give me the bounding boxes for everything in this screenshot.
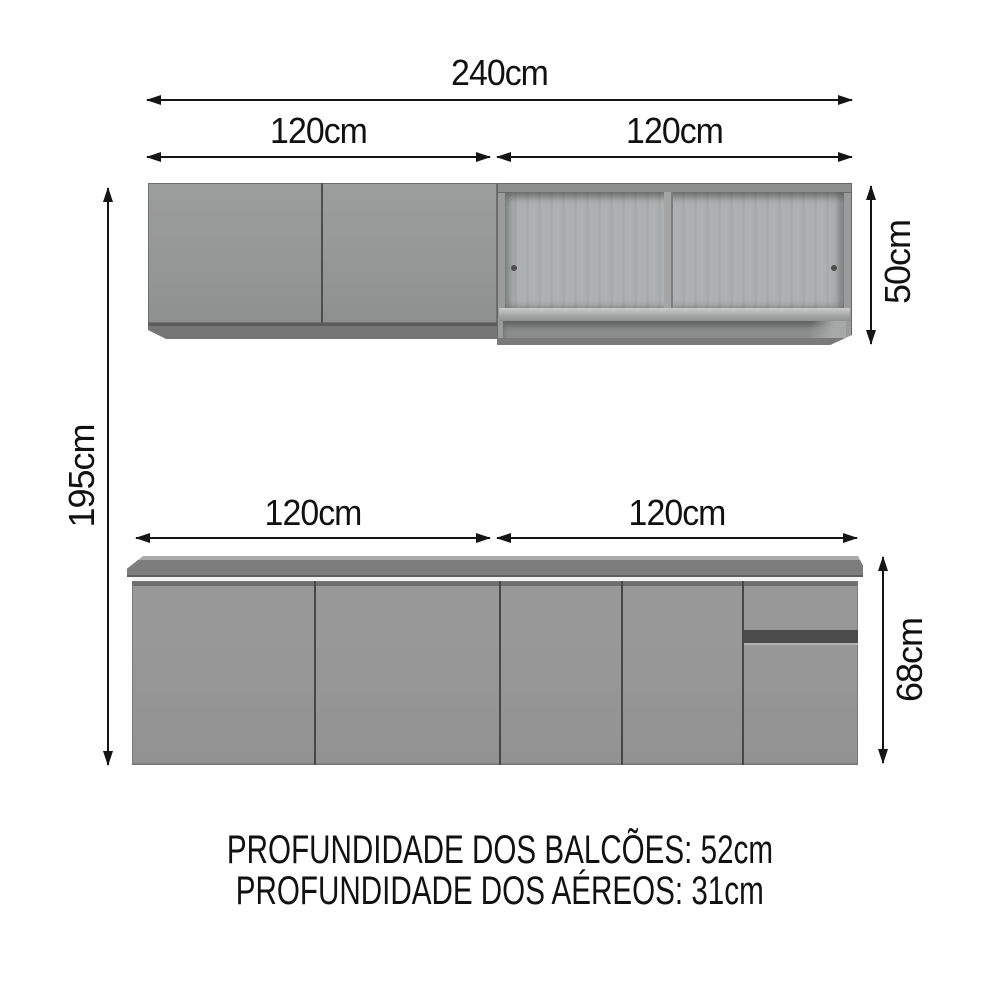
arrowhead-left-icon	[135, 533, 150, 543]
arrowhead-left-icon	[146, 95, 161, 105]
total-height-label: 195cm	[61, 424, 102, 528]
upper-right-center-divider	[664, 192, 673, 308]
upper-height-label: 50cm	[877, 219, 918, 305]
lower-door-gap	[499, 581, 501, 765]
upper-right-shelf-edge	[499, 308, 850, 321]
shelf-pin-icon	[831, 265, 837, 271]
arrowhead-up-icon	[866, 185, 876, 200]
upper-right-open-compartment	[505, 192, 844, 308]
arrowhead-up-icon	[878, 556, 888, 571]
niche-slant-highlight	[786, 321, 846, 338]
lower-door-gap	[314, 581, 316, 765]
upper-cabinet-right-module	[497, 183, 852, 345]
arrowhead-right-icon	[476, 152, 491, 162]
upper-door-gap	[321, 183, 323, 323]
upper-right-lower-niche	[503, 321, 846, 338]
arrowhead-left-icon	[146, 152, 161, 162]
arrowhead-down-icon	[866, 330, 876, 345]
arrowhead-right-icon	[838, 95, 853, 105]
arrowhead-right-icon	[838, 152, 853, 162]
lower-right-width-label: 120cm	[628, 492, 726, 533]
arrowhead-right-icon	[843, 533, 858, 543]
lower-door-gap	[742, 581, 744, 765]
depth-note-balcoes	[0, 830, 1000, 871]
depth-note-aereos-text: PROFUNDIDADE DOS AÉREOS: 31cm	[236, 869, 764, 913]
upper-left-bottom-panel	[148, 323, 497, 339]
arrowhead-down-icon	[103, 751, 113, 766]
lower-height-label: 68cm	[889, 617, 930, 703]
upper-right-width-label: 120cm	[626, 110, 723, 151]
upper-right-bottom-panel	[497, 338, 852, 345]
countertop	[127, 556, 863, 577]
lower-left-width-label: 120cm	[264, 492, 362, 533]
total-height-arrow	[107, 188, 109, 765]
lower-door-gap	[621, 581, 623, 765]
depth-note-balcoes-text: PROFUNDIDADE DOS BALCÕES: 52cm	[226, 828, 774, 872]
total-width-label: 240cm	[451, 52, 548, 93]
shelf-pin-icon	[511, 265, 517, 271]
arrowhead-up-icon	[103, 187, 113, 202]
lower-height-arrow	[882, 557, 884, 763]
lower-cabinet-body	[132, 581, 858, 765]
arrowhead-down-icon	[878, 749, 888, 764]
upper-right-width-arrow	[497, 156, 852, 158]
upper-left-width-arrow	[147, 156, 490, 158]
upper-cabinet-left-module	[148, 183, 497, 339]
arrowhead-left-icon	[496, 533, 511, 543]
lower-right-width-arrow	[497, 537, 857, 539]
arrowhead-left-icon	[496, 152, 511, 162]
arrowhead-right-icon	[476, 533, 491, 543]
upper-height-arrow	[870, 186, 872, 344]
drawer-gap	[744, 630, 858, 645]
depth-note-aereos	[0, 871, 1000, 912]
lower-left-width-arrow	[136, 537, 490, 539]
total-width-arrow	[147, 99, 852, 101]
upper-left-width-label: 120cm	[270, 110, 367, 151]
